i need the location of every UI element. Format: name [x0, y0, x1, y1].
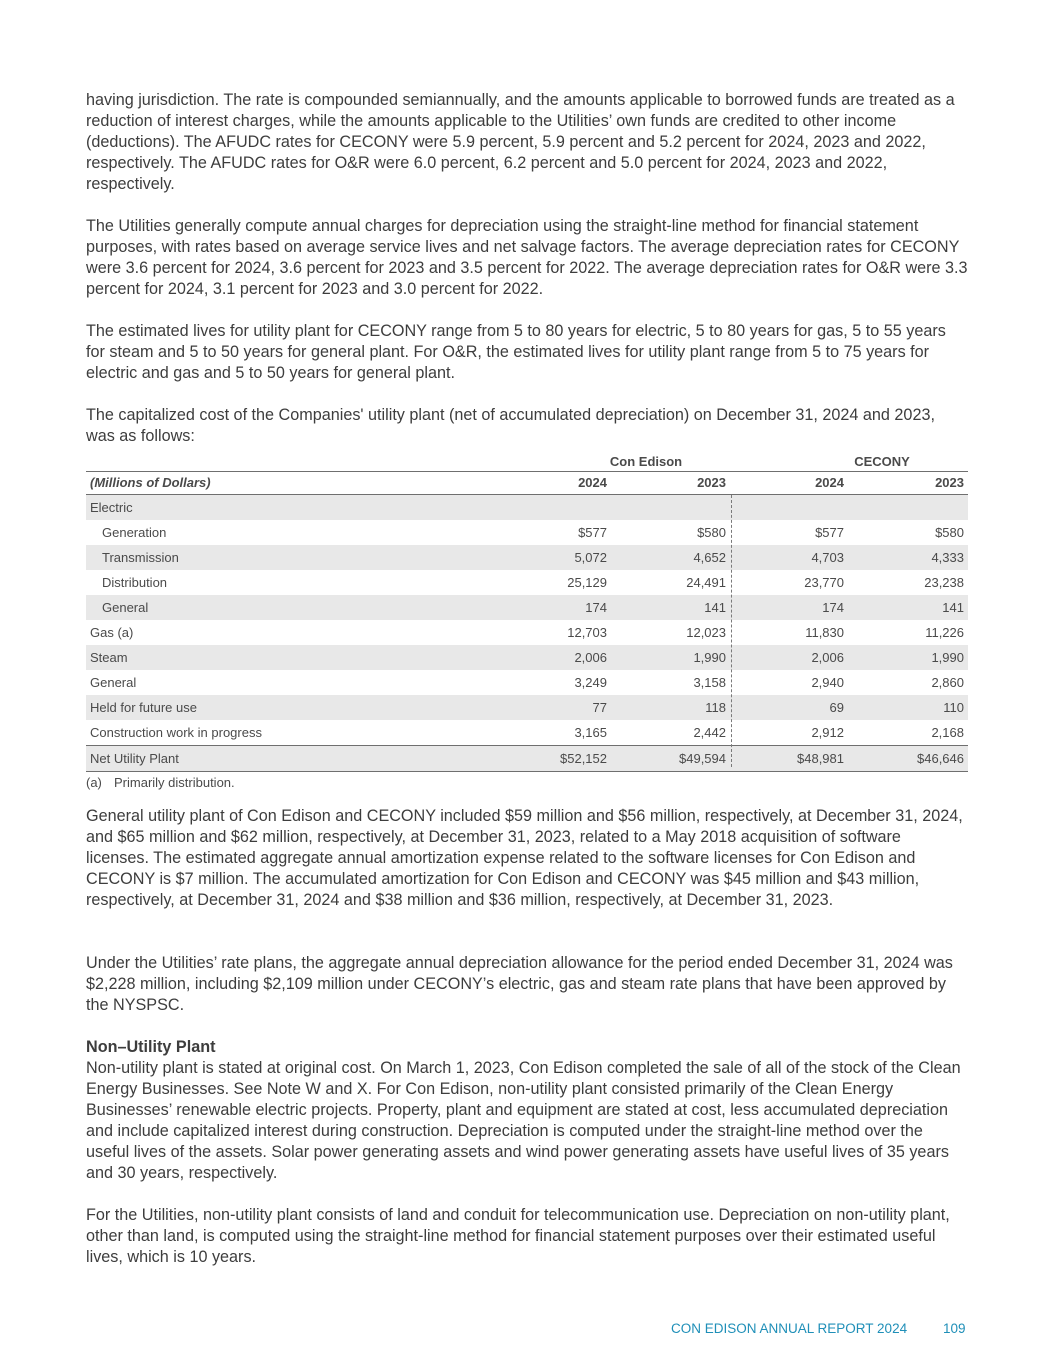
- cell-cecony-2024: 23,770: [804, 575, 844, 590]
- cell-con-edison-2024: $577: [578, 525, 607, 540]
- cell-con-edison-2024: 2,006: [574, 650, 607, 665]
- footnote-text: Primarily distribution.: [114, 775, 235, 790]
- table-footnote: [86, 775, 235, 790]
- cell-cecony-2024: 174: [822, 600, 844, 615]
- utility-plant-table: [86, 449, 968, 772]
- cell-cecony-2023: $46,646: [917, 751, 964, 766]
- cell-con-edison-2023: $49,594: [679, 751, 726, 766]
- group-cecony: CECONY: [854, 454, 910, 469]
- cell-con-edison-2023: 3,158: [693, 675, 726, 690]
- paragraph-non-utility-depreciation: For the Utilities, non-utility plant consists of land and conduit for telecommunication use. Depreciation on non-utility plant, other than land, is computed using the straight-line method for financial statement purposes over their estimated useful lives, which is 10 years.: [86, 1206, 950, 1266]
- group-con-edison: Con Edison: [609, 454, 683, 469]
- table-row: [86, 570, 968, 595]
- table-row: [86, 720, 968, 745]
- cell-con-edison-2023: 118: [705, 700, 726, 715]
- cell-cecony-2024: 2,940: [811, 675, 844, 690]
- table-row: [86, 645, 968, 670]
- row-label: General: [102, 600, 149, 615]
- table-bottom-rule: [86, 771, 968, 772]
- paragraph-software-licenses: General utility plant of Con Edison and CECONY included $59 million and $56 million, respectively, at December 31, 2024, and $65 million and $62 million, respectively, at December 31, 2023, related to a May 2018 acquisition of software licenses. The estimated aggregate annual amortization expense related to the software licenses for Con Edison and CECONY is $7 million. The accumulated amortization for Con Edison and CECONY was $45 million and $43 million, respectively, at December 31, 2024 and $38 million and $36 million, respectively, at December 31, 2023.: [86, 807, 963, 909]
- cell-cecony-2023: 11,226: [925, 625, 964, 640]
- cell-cecony-2024: $577: [815, 525, 844, 540]
- paragraph-capitalized-cost-intro: The capitalized cost of the Companies' utility plant (net of accumulated depreciation) on December 31, 2024 and 2023, was as follows:: [86, 406, 935, 445]
- row-label: Construction work in progress: [90, 725, 262, 740]
- cell-con-edison-2024: 5,072: [574, 550, 607, 565]
- cell-cecony-2023: 1,990: [931, 650, 964, 665]
- table-row-total: [86, 746, 968, 771]
- cell-cecony-2023: 2,168: [931, 725, 964, 740]
- table-row: [86, 620, 968, 645]
- paragraph-non-utility-plant: Non-utility plant is stated at original cost. On March 1, 2023, Con Edison completed the sale of all of the stock of the Clean Energy Businesses. See Note W and X. For Con Edison, non-utility plant consisted primarily of the Clean Energy Businesses’ renewable electric projects. Property, plant and equipment are stated at cost, less accumulated depreciation and include capitalized interest during construction. Depreciation is computed under the straight-line method over the useful lives of the assets. Solar power generating assets and wind power generating assets have useful lives of 35 years and 30 years, respectively.: [86, 1059, 961, 1182]
- cell-con-edison-2024: $52,152: [560, 751, 607, 766]
- row-label: Gas (a): [90, 625, 134, 640]
- cell-con-edison-2023: 24,491: [686, 575, 726, 590]
- table-row: [86, 670, 968, 695]
- cell-con-edison-2024: 174: [585, 600, 607, 615]
- cell-con-edison-2024: 25,129: [567, 575, 607, 590]
- row-label: Distribution: [102, 575, 168, 590]
- cell-cecony-2023: 4,333: [931, 550, 964, 565]
- footer-report-title: CON EDISON ANNUAL REPORT 2024: [671, 1321, 908, 1336]
- section-heading-non-utility-plant: Non–Utility Plant: [86, 1038, 216, 1056]
- column-header-label: (Millions of Dollars): [90, 475, 211, 490]
- footnote-mark: (a): [86, 775, 102, 790]
- table-row: [86, 695, 968, 720]
- row-label: Generation: [102, 525, 167, 540]
- row-label: Electric: [90, 500, 133, 515]
- column-header-cecony-2024: 2024: [815, 475, 844, 490]
- table-group-header: [86, 449, 968, 471]
- cell-cecony-2024: $48,981: [797, 751, 844, 766]
- table-row: [86, 545, 968, 570]
- paragraph-estimated-lives: The estimated lives for utility plant for CECONY range from 5 to 80 years for electric, 5 to 80 years for gas, 5 to 55 years for steam and 5 to 50 years for general plant. For O&R, the estimated lives for utility plant range from 5 to 75 years for electric and gas and 5 to 50 years for general plant.: [86, 322, 946, 382]
- cell-con-edison-2024: 12,703: [567, 625, 607, 640]
- cell-con-edison-2023: 4,652: [693, 550, 726, 565]
- column-header-con-edison-2023: 2023: [697, 475, 726, 490]
- cell-cecony-2024: 4,703: [811, 550, 844, 565]
- cell-cecony-2023: 23,238: [924, 575, 964, 590]
- footer-page-number: 109: [943, 1321, 966, 1336]
- row-label: General: [90, 675, 137, 690]
- cell-cecony-2023: $580: [935, 525, 964, 540]
- cell-cecony-2024: 69: [829, 700, 844, 715]
- cell-cecony-2024: 2,912: [811, 725, 844, 740]
- cell-con-edison-2023: 12,023: [686, 625, 726, 640]
- table-column-header: [86, 472, 968, 494]
- cell-cecony-2024: 11,830: [805, 625, 844, 640]
- row-label: Steam: [90, 650, 128, 665]
- row-label: Held for future use: [90, 700, 197, 715]
- paragraph-depreciation-allowance: Under the Utilities’ rate plans, the aggregate annual depreciation allowance for the period ended December 31, 2024 was $2,228 million, including $2,109 million under CECONY’s electric, gas and steam rate plans that have been approved by the NYSPSC.: [86, 954, 953, 1014]
- paragraph-depreciation-rates: The Utilities generally compute annual charges for depreciation using the straight-line method for financial statement purposes, with rates based on average service lives and net salvage factors. The average depreciation rates for CECONY were 3.6 percent for 2024, 3.6 percent for 2023 and 3.5 percent for 2022. The average depreciation rates for O&R were 3.3 percent for 2024, 3.1 percent for 2023 and 3.0 percent for 2022.: [86, 217, 968, 298]
- table-row: [86, 495, 968, 520]
- cell-con-edison-2024: 77: [592, 700, 607, 715]
- column-header-cecony-2023: 2023: [935, 475, 964, 490]
- paragraph-afudc-rates: having jurisdiction. The rate is compounded semiannually, and the amounts applicable to borrowed funds are treated as a reduction of interest charges, while the amounts applicable to the Utilities’ own funds are credited to other income (deductions). The AFUDC rates for CECONY were 5.9 percent, 5.9 percent and 5.2 percent for 2024, 2023 and 2022, respectively. The AFUDC rates for O&R were 6.0 percent, 6.2 percent and 5.0 percent for 2024, 2023 and 2022, respectively.: [86, 91, 955, 193]
- cell-con-edison-2023: 1,990: [693, 650, 726, 665]
- row-label: Transmission: [102, 550, 179, 565]
- cell-con-edison-2023: $580: [697, 525, 726, 540]
- table-row: [86, 595, 968, 620]
- cell-cecony-2023: 110: [943, 700, 964, 715]
- cell-con-edison-2024: 3,249: [574, 675, 607, 690]
- cell-cecony-2024: 2,006: [811, 650, 844, 665]
- table-row: [86, 520, 968, 545]
- cell-con-edison-2023: 141: [704, 600, 726, 615]
- cell-con-edison-2023: 2,442: [693, 725, 726, 740]
- cell-con-edison-2024: 3,165: [574, 725, 607, 740]
- table-column-divider: [731, 495, 732, 767]
- column-header-con-edison-2024: 2024: [578, 475, 607, 490]
- cell-cecony-2023: 141: [942, 600, 964, 615]
- row-label: Net Utility Plant: [90, 751, 179, 766]
- cell-cecony-2023: 2,860: [931, 675, 964, 690]
